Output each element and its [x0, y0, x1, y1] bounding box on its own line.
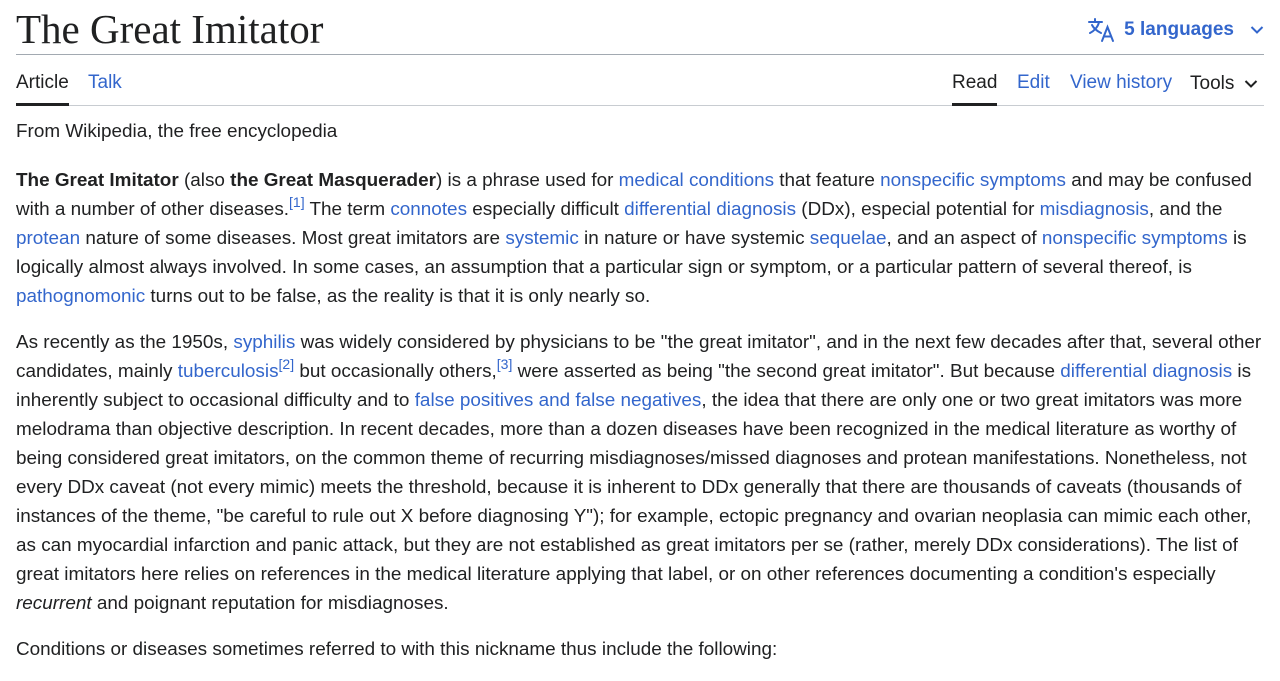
text: As recently as the 1950s,	[16, 332, 234, 353]
text: that feature	[774, 170, 881, 191]
site-tagline: From Wikipedia, the free encyclopedia	[16, 121, 338, 142]
link-tuberculosis[interactable]: tuberculosis	[177, 361, 279, 382]
title-bar	[16, 0, 1264, 55]
reference-1[interactable]: [1]	[289, 194, 305, 210]
tab-edit[interactable]: Edit	[1017, 72, 1050, 93]
text: , the idea that there are only one or two great imitators was more melodrama than objective description. In recent decades, more than a dozen diseases have been recognized in the medical literature as worthy of being considered great imitators, on the common theme of recurring misdiagnoses/missed diagnoses and protean manifestations. Nonetheless, not every DDx caveat (not every mimic) meets the threshold, because it is inherent to DDx generally that there are thousands of caveats (thousands of instances of the theme, "be careful to rule out X before diagnosing Y"); for example, ectopic pregnancy and ovarian neoplasia can mimic each other, as can myocardial infarction and panic attack, but they are not established as great imitators per se (rather, merely DDx considerations). The list of great imitators here relies on references in the medical literature applying that label, or on other references documenting a condition's especially	[16, 390, 1252, 585]
text: and poignant reputation for misdiagnoses.	[91, 593, 449, 614]
tab-view-history[interactable]: View history	[1070, 72, 1173, 93]
paragraph-history	[16, 328, 1264, 618]
text: , and the	[1148, 199, 1223, 220]
paragraph-intro	[16, 166, 1264, 311]
link-nonspecific-symptoms[interactable]: nonspecific symptoms	[880, 170, 1066, 191]
languages-button[interactable]	[1088, 14, 1264, 46]
link-misdiagnosis[interactable]: misdiagnosis	[1039, 199, 1149, 220]
link-protean[interactable]: protean	[16, 228, 81, 249]
bold-term: The Great Imitator	[16, 170, 179, 191]
text: in nature or have systemic	[578, 228, 810, 249]
text: is inherently subject to occasional difficulty and to	[16, 361, 1252, 411]
text: were asserted as being "the second great imitator". But because	[512, 361, 1061, 382]
tab-read[interactable]: Read	[952, 55, 997, 105]
tools-label: Tools	[1190, 73, 1235, 94]
link-medical-conditions[interactable]: medical conditions	[618, 170, 775, 191]
link-differential-diagnosis[interactable]: differential diagnosis	[1060, 361, 1233, 382]
text: especially difficult	[467, 199, 625, 220]
text: (DDx), especial potential for	[796, 199, 1040, 220]
translate-icon	[1088, 17, 1116, 43]
link-false-positives-and-false-negatives[interactable]: false positives and false negatives	[414, 390, 702, 411]
tools-menu[interactable]	[1190, 72, 1258, 96]
page-title: The Great Imitator	[16, 6, 324, 52]
tab-article[interactable]: Article	[16, 55, 69, 105]
bold-term: the Great Masquerader	[230, 170, 436, 191]
link-nonspecific-symptoms[interactable]: nonspecific symptoms	[1041, 228, 1228, 249]
text: but occasionally others,	[294, 361, 497, 382]
tab-talk[interactable]: Talk	[88, 72, 122, 93]
text: is logically almost always involved. In some cases, an assumption that a particular sign or symptom, or a particular pattern of several thereof, is	[16, 228, 1247, 278]
link-differential-diagnosis[interactable]: differential diagnosis	[624, 199, 797, 220]
link-syphilis[interactable]: syphilis	[233, 332, 296, 353]
text: and may be confused with a number of other diseases.	[16, 170, 1252, 220]
chevron-down-icon	[1250, 25, 1264, 35]
text: was widely considered by physicians to be "the great imitator", and in the next few decades after that, several other candidates, mainly	[16, 332, 1262, 382]
reference-3[interactable]: [3]	[496, 356, 513, 372]
paragraph-list-intro: Conditions or diseases sometimes referred to with this nickname thus include the following:	[16, 639, 778, 660]
link-sequelae[interactable]: sequelae	[809, 228, 887, 249]
page-tabs	[16, 55, 1264, 106]
text: nature of some diseases. Most great imitators are	[80, 228, 506, 249]
text: (also	[178, 170, 231, 191]
reference-2[interactable]: [2]	[278, 356, 295, 372]
text: ) is a phrase used for	[435, 170, 619, 191]
link-pathognomonic[interactable]: pathognomonic	[16, 286, 146, 307]
text: turns out to be false, as the reality is that it is only nearly so.	[145, 286, 651, 307]
chevron-down-icon	[1244, 73, 1258, 95]
article-body	[16, 118, 1264, 681]
text: , and an aspect of	[886, 228, 1042, 249]
italic-term: recurrent	[16, 593, 92, 614]
languages-label: 5 languages	[1124, 19, 1234, 40]
link-systemic[interactable]: systemic	[505, 228, 579, 249]
text: The term	[304, 199, 391, 220]
link-connotes[interactable]: connotes	[390, 199, 468, 220]
